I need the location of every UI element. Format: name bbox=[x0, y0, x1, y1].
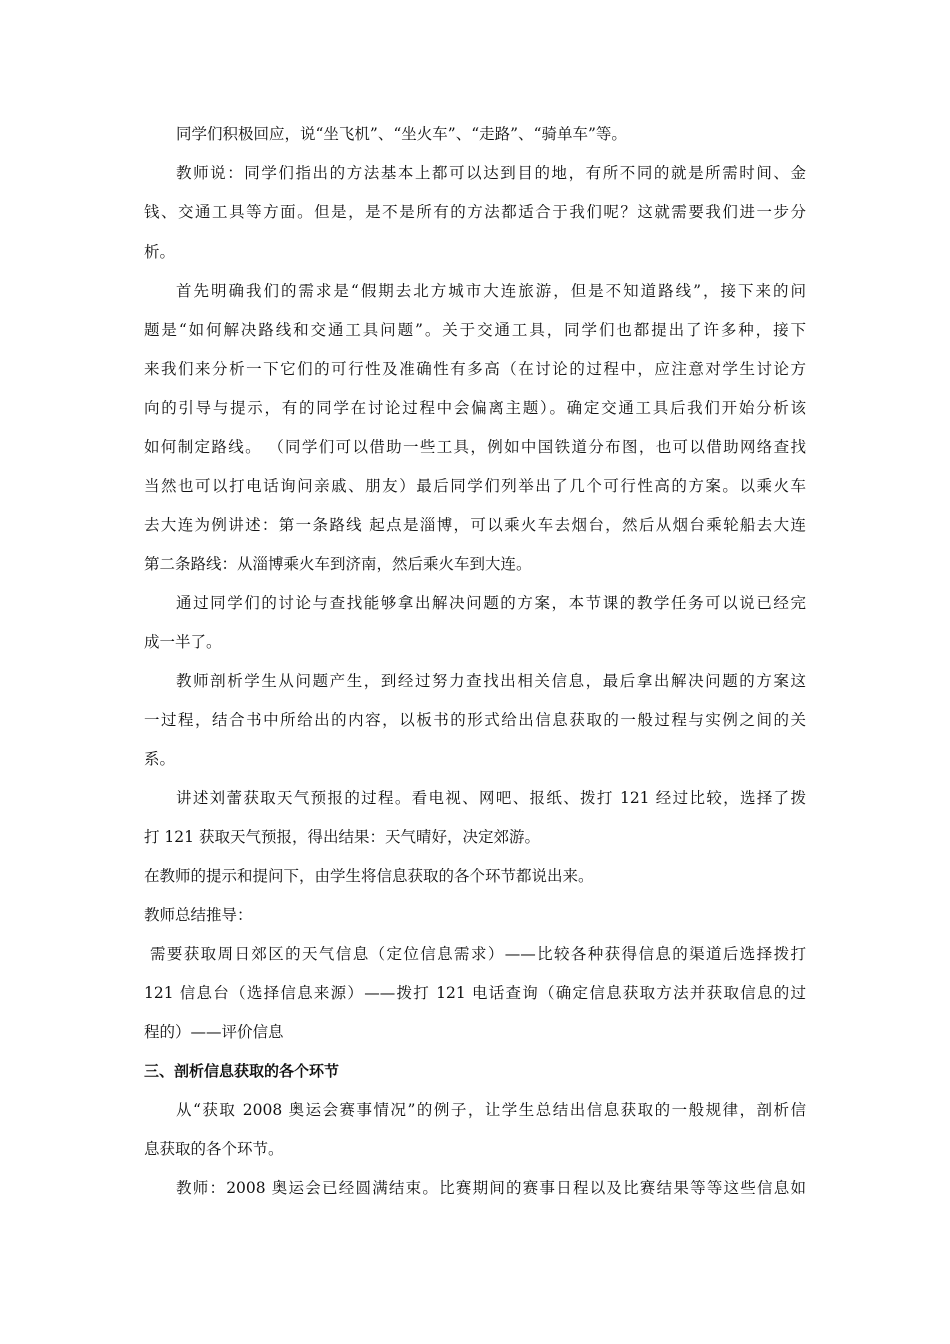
paragraph-line: 首先明确我们的需求是“假期去北方城市大连旅游，但是不知道路线”，接下来的问 bbox=[176, 282, 806, 300]
paragraph-line: 通过同学们的讨论与查找能够拿出解决问题的方案，本节课的教学任务可以说已经完 bbox=[176, 594, 806, 612]
paragraph-line: 教师说：同学们指出的方法基本上都可以达到目的地，有所不同的就是所需时间、金 bbox=[176, 164, 806, 182]
paragraph-line: 从“获取 2008 奥运会赛事情况”的例子，让学生总结出信息获取的一般规律，剖析信 bbox=[176, 1101, 806, 1119]
paragraph-line: 程的）——评价信息 bbox=[144, 1023, 284, 1041]
paragraph-line: 需要获取周日郊区的天气信息（定位信息需求）——比较各种获得信息的渠道后选择拨打 bbox=[150, 945, 806, 963]
paragraph-line: 第二条路线：从淄博乘火车到济南，然后乘火车到大连。 bbox=[144, 555, 532, 573]
paragraph-line: 教师总结推导： bbox=[144, 906, 253, 924]
paragraph-line: 成一半了。 bbox=[144, 633, 222, 651]
section-heading: 三、剖析信息获取的各个环节 bbox=[144, 1062, 340, 1080]
paragraph-line: 去大连为例讲述：第一条路线 起点是淄博，可以乘火车去烟台，然后从烟台乘轮船去大连 bbox=[144, 516, 806, 534]
paragraph-line: 析。 bbox=[144, 243, 176, 261]
paragraph-line: 打 121 获取天气预报，得出结果：天气晴好，决定郊游。 bbox=[144, 828, 540, 846]
paragraph-line: 系。 bbox=[144, 750, 176, 768]
paragraph-line: 教师：2008 奥运会已经圆满结束。比赛期间的赛事日程以及比赛结果等等这些信息如 bbox=[176, 1179, 806, 1197]
paragraph-line: 来我们来分析一下它们的可行性及准确性有多高（在讨论的过程中，应注意对学生讨论方 bbox=[144, 360, 806, 378]
paragraph-line: 同学们积极回应，说“坐飞机”、“坐火车”、“走路”、“骑单车”等。 bbox=[176, 125, 627, 143]
paragraph-line: 讲述刘蕾获取天气预报的过程。看电视、网吧、报纸、拨打 121 经过比较，选择了拨 bbox=[176, 789, 806, 807]
paragraph-line: 121 信息台（选择信息来源）——拨打 121 电话查询（确定信息获取方法并获取信息的过 bbox=[144, 984, 806, 1002]
paragraph-line: 一过程，结合书中所给出的内容，以板书的形式给出信息获取的一般过程与实例之间的关 bbox=[144, 711, 806, 729]
paragraph-line: 息获取的各个环节。 bbox=[144, 1140, 284, 1158]
paragraph-line: 如何制定路线。 （同学们可以借助一些工具，例如中国铁道分布图，也可以借助网络查找 bbox=[144, 438, 806, 456]
paragraph-line: 题是“如何解决路线和交通工具问题”。关于交通工具，同学们也都提出了许多种，接下 bbox=[144, 321, 806, 339]
paragraph-line: 在教师的提示和提问下，由学生将信息获取的各个环节都说出来。 bbox=[144, 867, 594, 885]
paragraph-line: 向的引导与提示，有的同学在讨论过程中会偏离主题）。确定交通工具后我们开始分析该 bbox=[144, 399, 806, 417]
paragraph-line: 教师剖析学生从问题产生，到经过努力查找出相关信息，最后拿出解决问题的方案这 bbox=[176, 672, 806, 690]
paragraph-line: 钱、交通工具等方面。但是，是不是所有的方法都适合于我们呢？这就需要我们进一步分 bbox=[144, 203, 806, 221]
paragraph-line: 当然也可以打电话询问亲戚、朋友）最后同学们列举出了几个可行性高的方案。以乘火车 bbox=[144, 477, 806, 495]
